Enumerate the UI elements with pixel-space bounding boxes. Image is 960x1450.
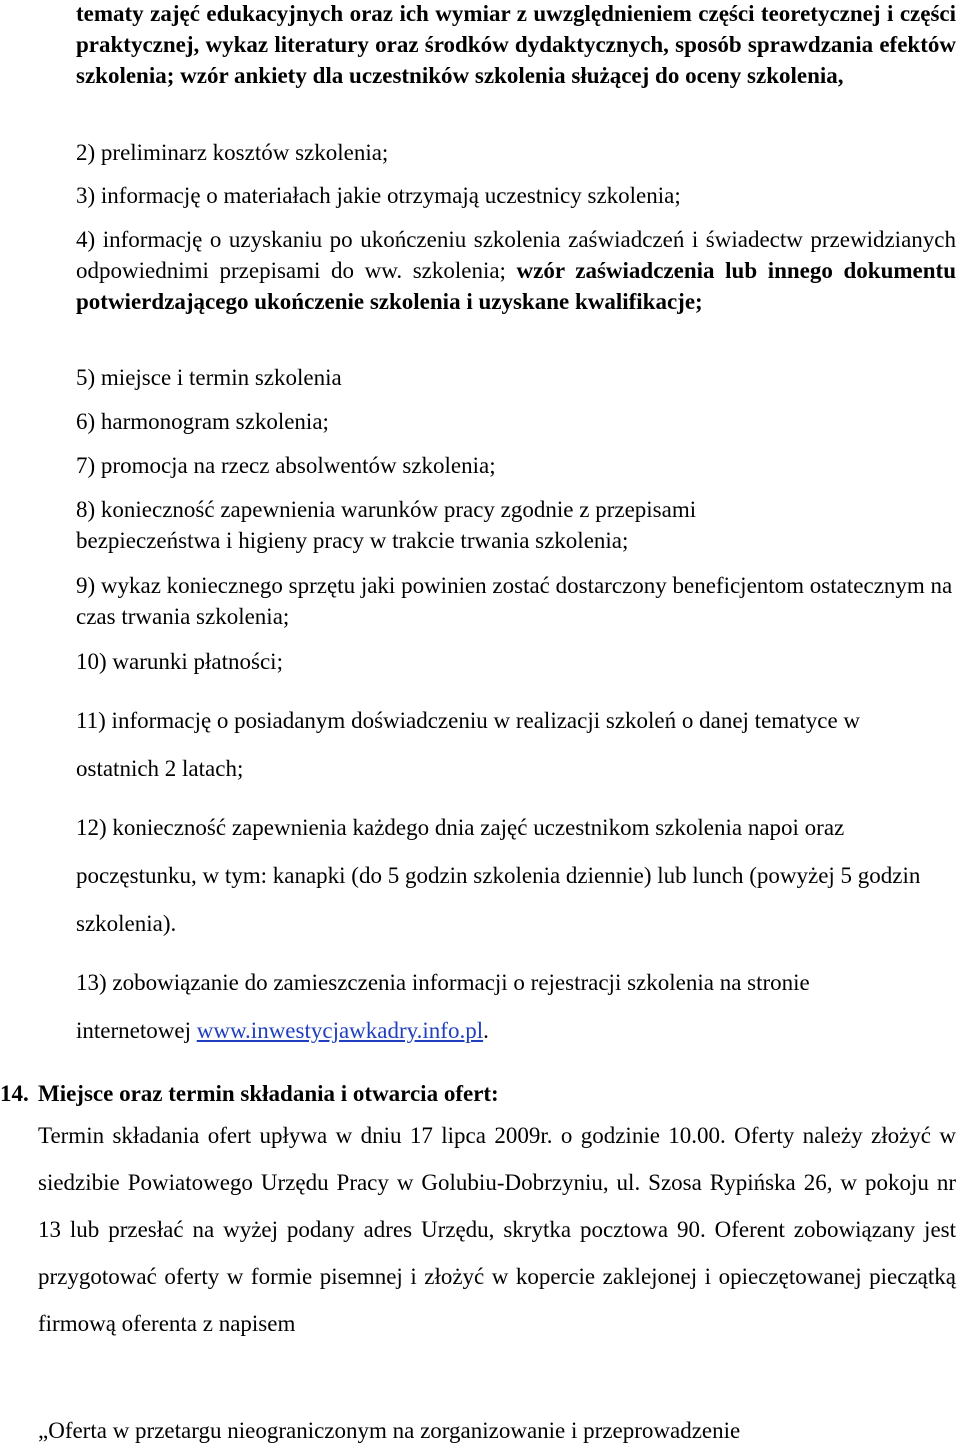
section-14-title: Miejsce oraz termin składania i otwarcia ofert: — [38, 1081, 499, 1106]
list-item-13-end: . — [483, 1018, 489, 1043]
section-14-quote: „Oferta w przetargu nieograniczonym na zorganizowanie i przeprowadzenie — [38, 1418, 741, 1443]
list-item-4-bold: wzór zaświadczenia lub innego dokumentu potwierdzającego ukończenie szkolenia i uzyskane kwalifikacje; — [76, 258, 956, 314]
website-link[interactable]: www.inwestycjawkadry.info.pl — [196, 1018, 484, 1043]
list-item-11: 11) informację o posiadanym doświadczeniu w realizacji szkoleń o danej tematyce w ostatnich 2 latach; — [76, 708, 861, 781]
list-item-8: 8) konieczność zapewnienia warunków pracy zgodnie z przepisami bezpieczeństwa i higieny pracy w trakcie trwania szkolenia; — [76, 497, 697, 553]
intro-paragraph: tematy zajęć edukacyjnych oraz ich wymiar z uwzględnieniem części teoretycznej i części praktycznej, wykaz literatury oraz środków dydaktycznych, sposób sprawdzania efektów szkolenia; wzór ankiety dla uczestników szkolenia służącej do oceny szkolenia, — [76, 1, 956, 88]
list-item-3: 3) informację o materiałach jakie otrzymają uczestnicy szkolenia; — [76, 183, 681, 208]
list-item-9: 9) wykaz koniecznego sprzętu jaki powinien zostać dostarczony beneficjentom ostatecznym na czas trwania szkolenia; — [76, 573, 953, 629]
list-item-7: 7) promocja na rzecz absolwentów szkolenia; — [76, 453, 496, 478]
list-item-10: 10) warunki płatności; — [76, 649, 283, 674]
section-14-heading — [0, 1078, 960, 1109]
list-item-6: 6) harmonogram szkolenia; — [76, 409, 329, 434]
list-item-13-text: 13) zobowiązanie do zamieszczenia informacji o rejestracji szkolenia na stronie internetowej — [76, 970, 810, 1043]
list-item-2: 2) preliminarz kosztów szkolenia; — [76, 140, 389, 165]
list-item-12: 12) konieczność zapewnienia każdego dnia zajęć uczestnikom szkolenia napoi oraz poczęstunku, w tym: kanapki (do 5 godzin szkolenia dziennie) lub lunch (powyżej 5 godzin szkolenia). — [76, 815, 921, 936]
section-14-number: 14. — [0, 1081, 29, 1106]
list-item-4 — [76, 224, 956, 317]
list-item-4-text: 4) informację o uzyskaniu po ukończeniu szkolenia zaświadczeń i świadectw przewidzianych odpowiednimi przepisami do ww. szkolenia; — [76, 227, 956, 283]
list-item-5: 5) miejsce i termin szkolenia — [76, 365, 342, 390]
list-item-13 — [76, 959, 896, 1055]
section-14-body: Termin składania ofert upływa w dniu 17 lipca 2009r. o godzinie 10.00. Oferty należy złożyć w siedzibie Powiatowego Urzędu Pracy w Golubiu-Dobrzyniu, ul. Szosa Rypińska 26, w pokoju nr 13 lub przesłać na wyżej podany adres Urzędu, skrytka pocztowa 90. Oferent zobowiązany jest przygotować oferty w formie pisemnej i złożyć w kopercie zaklejonej i opieczętowanej pieczątką firmową oferenta z napisem — [38, 1123, 956, 1336]
